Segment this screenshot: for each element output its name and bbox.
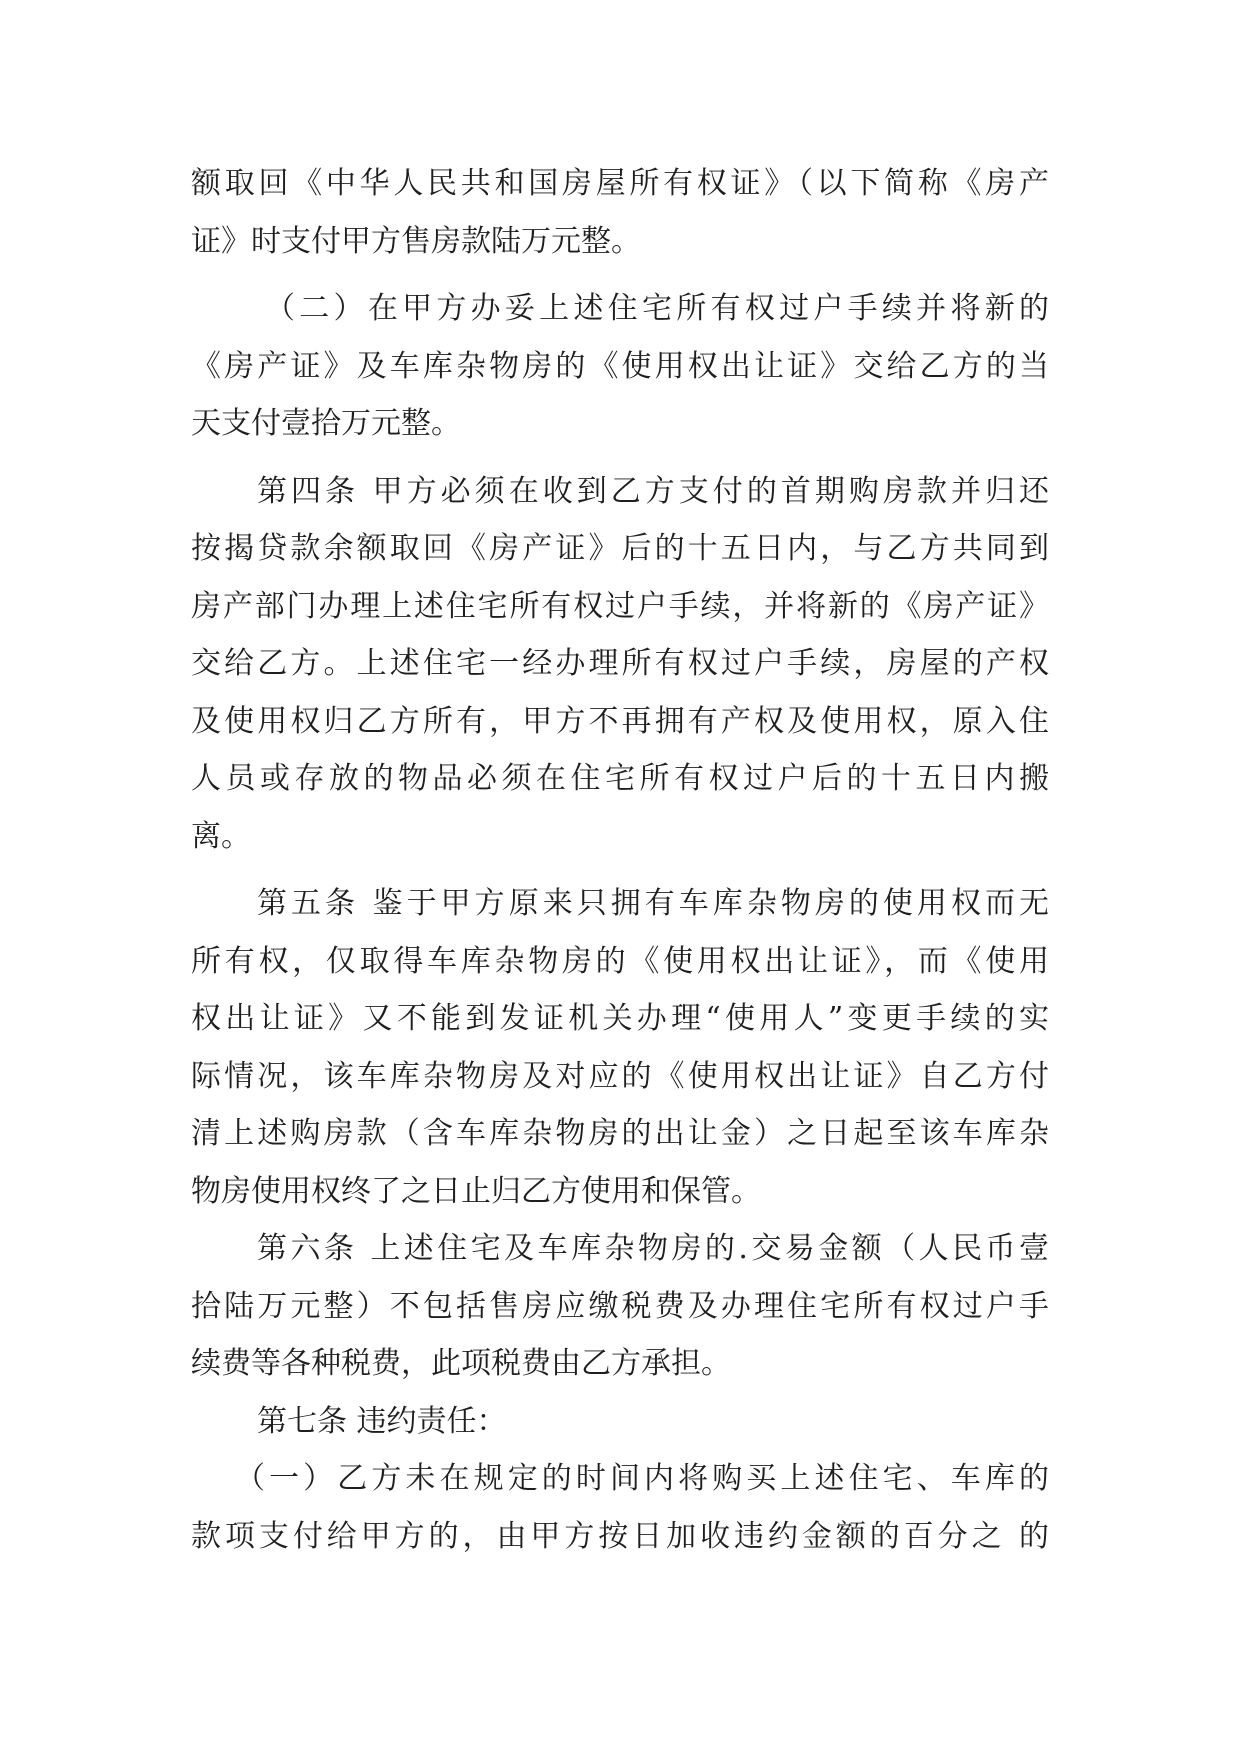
text-line: 款项支付给甲方的，由甲方按日加收违约金额的百分之 的 bbox=[191, 1518, 1049, 1554]
text-line: 拾陆万元整）不包括售房应缴税费及办理住宅所有权过户手 bbox=[191, 1288, 1049, 1324]
text-line: 第四条 甲方必须在收到乙方支付的首期购房款并归还 bbox=[257, 473, 1049, 509]
text-line: 额取回《中华人民共和国房屋所有权证》（以下简称《房产 bbox=[191, 166, 1049, 201]
text-line: 证》时支付甲方售房款陆万元整。 bbox=[191, 223, 641, 259]
text-line: 所有权，仅取得车库杂物房的《使用权出让证》，而《使用 bbox=[191, 943, 1049, 979]
text-line: 天支付壹拾万元整。 bbox=[191, 406, 461, 441]
text-line: 交给乙方。上述住宅一经办理所有权过户手续，房屋的产权 bbox=[191, 646, 1049, 681]
contract-body bbox=[191, 155, 1049, 1565]
paragraph-gap bbox=[191, 453, 1049, 463]
text-line: 物房使用权终了之日止归乙方使用和保管。 bbox=[191, 1173, 761, 1209]
text-line: 第六条 上述住宅及车库杂物房的.交易金额（人民币壹 bbox=[257, 1231, 1049, 1266]
text-line: 际情况，该车库杂物房及对应的《使用权出让证》自乙方付 bbox=[191, 1058, 1049, 1094]
paragraph-gap bbox=[191, 865, 1049, 875]
text-line: 离。 bbox=[191, 818, 251, 854]
text-line: 人员或存放的物品必须在住宅所有权过户后的十五日内搬 bbox=[191, 761, 1049, 796]
text-line: 及使用权归乙方所有，甲方不再拥有产权及使用权，原入住 bbox=[191, 703, 1049, 739]
text-line: 按揭贷款余额取回《房产证》后的十五日内，与乙方共同到 bbox=[191, 531, 1049, 566]
text-line: 第七条 违约责任： bbox=[257, 1403, 507, 1439]
text-line: （一）乙方未在规定的时间内将购买上述住宅、车库的 bbox=[235, 1461, 1049, 1496]
text-line: （二）在甲方办妥上述住宅所有权过户手续并将新的 bbox=[265, 291, 1049, 326]
text-line: 续费等各种税费，此项税费由乙方承担。 bbox=[191, 1346, 731, 1381]
text-line: 房产部门办理上述住宅所有权过户手续，并将新的《房产证》 bbox=[191, 588, 1049, 624]
text-line: 《房产证》及车库杂物房的《使用权出让证》交给乙方的当 bbox=[191, 348, 1049, 384]
text-line: 清上述购房款（含车库杂物房的出让金）之日起至该车库杂 bbox=[191, 1116, 1049, 1151]
paragraph-gap bbox=[191, 270, 1049, 280]
text-line: 权出让证》又不能到发证机关办理“使用人”变更手续的实 bbox=[191, 1001, 1049, 1036]
text-line: 第五条 鉴于甲方原来只拥有车库杂物房的使用权而无 bbox=[257, 886, 1049, 921]
